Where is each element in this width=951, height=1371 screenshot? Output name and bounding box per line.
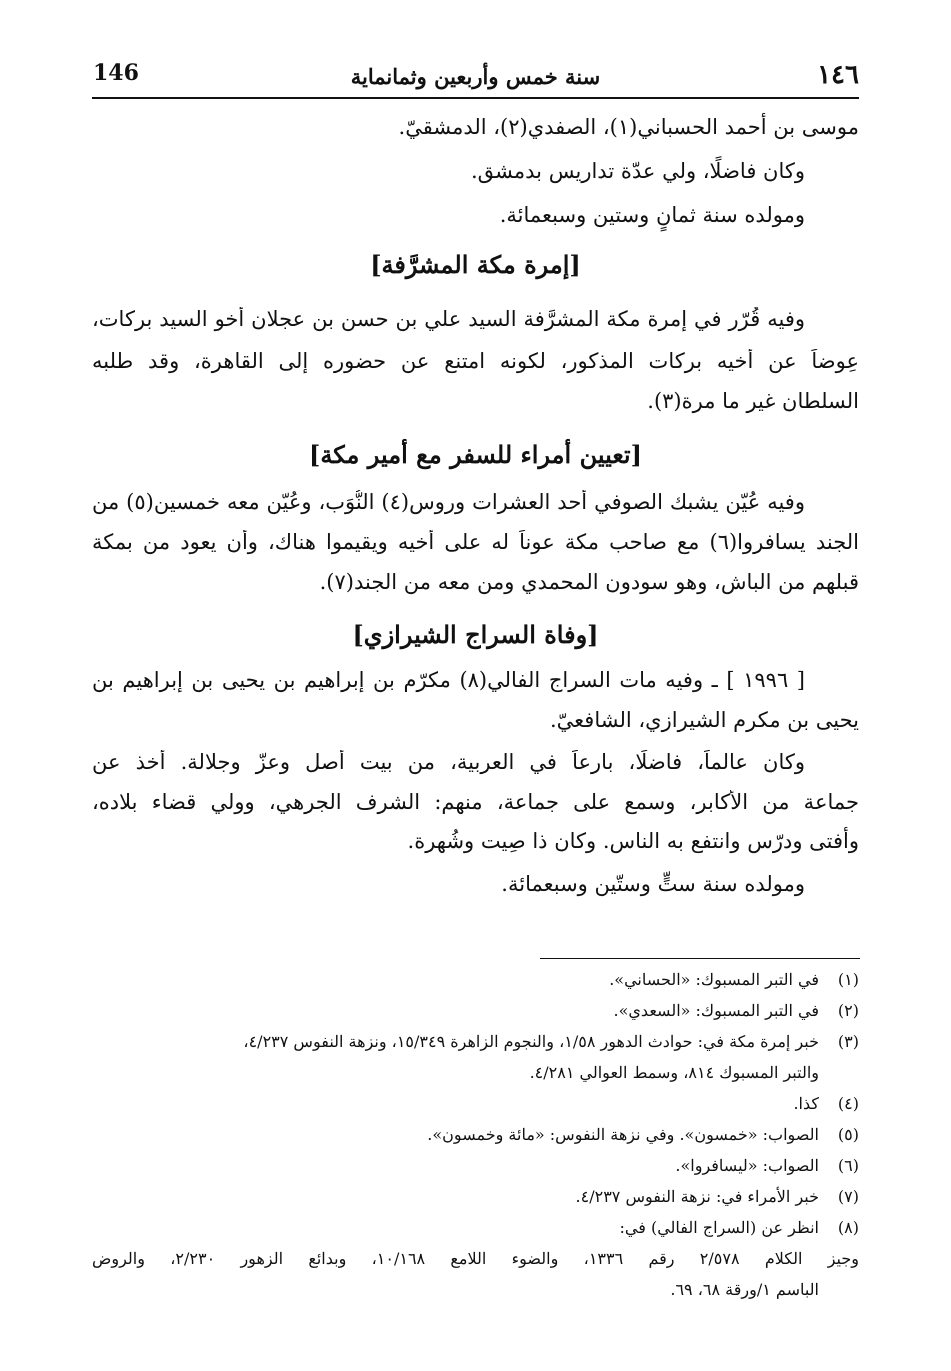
footnote — [576, 1187, 859, 1206]
body-line: قبلهم من الباش، وهو سودون المحمدي ومن معه من الجند(٧). — [319, 570, 859, 594]
section-heading: [تعيين أمراء للسفر مع أمير مكة] — [309, 440, 642, 469]
footnote-text: في التبر المسبوك: «السعدي». — [613, 1001, 819, 1020]
footnote-number: (٥) — [837, 1125, 859, 1144]
footnote — [427, 1125, 859, 1144]
footnote-text: الصواب: «ليسافروا». — [675, 1156, 819, 1175]
body-line: ومولده سنة ستٍّ وستّين وسبعمائة. — [501, 872, 805, 896]
footnote-continuation: وجيز الكلام ٢/٥٧٨ رقم ١٣٣٦، والضوء اللامع ١٠/١٦٨، وبدائع الزهور ٢/٢٣٠، والروض — [92, 1249, 859, 1268]
body-line: وكان عالماً، فاضلًا، بارعاً في العربية، من بيت أصل وعزّ وجلالة. أخذ عن — [92, 750, 805, 774]
footnote-text: خبر إمرة مكة في: حوادث الدهور ١/٥٨، والنجوم الزاهرة ١٥/٣٤٩، ونزهة النفوس ٤/٢٣٧، — [243, 1032, 819, 1051]
footnote-rule — [540, 958, 860, 959]
footnote-text: الصواب: «خمسون». وفي نزهة النفوس: «مائة وخمسون». — [427, 1125, 819, 1144]
footnote-number: (٤) — [837, 1094, 859, 1113]
footnote — [620, 1218, 859, 1237]
footnote — [609, 970, 859, 989]
body-line: السلطان غير ما مرة(٣). — [647, 389, 859, 413]
footnote-number: (٧) — [837, 1187, 859, 1206]
footnote-continuation: الباسم ١/ورقة ٦٨، ٦٩. — [670, 1280, 819, 1299]
footnote-text: خبر الأمراء في: نزهة النفوس ٤/٢٣٧. — [575, 1187, 819, 1206]
footnote — [243, 1032, 859, 1051]
footnote-number: (١) — [837, 970, 859, 989]
body-line: وكان فاضلًا، ولي عدّة تداريس بدمشق. — [470, 159, 805, 183]
running-title: سنة خمس وأربعين وثمانماية — [350, 64, 601, 89]
footnote-text: في التبر المسبوك: «الحساني». — [609, 970, 819, 989]
footnote-text: انظر عن (السراج الفالي) في: — [619, 1218, 819, 1237]
body-line: عِوضاً عن أخيه بركات المذكور، لكونه امتنع عن حضوره إلى القاهرة، وقد طلبه — [92, 349, 859, 373]
footnote-number: (٨) — [837, 1218, 859, 1237]
body-line: وفيه قُرّر في إمرة مكة المشرَّفة السيد علي بن حسن بن عجلان أخو السيد بركات، — [92, 307, 805, 331]
footnote — [614, 1001, 859, 1020]
footnote-continuation: والتبر المسبوك ٨١٤، وسمط العوالي ٤/٢٨١. — [529, 1063, 819, 1082]
body-line: موسى بن أحمد الحسباني(١)، الصفدي(٢)، الدمشقيّ. — [398, 115, 859, 139]
body-line: يحيى بن مكرم الشيرازي، الشافعيّ. — [549, 708, 859, 732]
body-line: وأفتى ودرّس وانتفع به الناس. وكان ذا صِيت وشُهرة. — [407, 829, 859, 853]
body-line: ومولده سنة ثمانٍ وستين وسبعمائة. — [499, 203, 805, 227]
section-heading: [وفاة السراج الشيرازي] — [352, 620, 599, 649]
body-line: [ ١٩٩٦ ] ـ وفيه مات السراج الفالي(٨) مكرّم بن إبراهيم بن يحيى بن إبراهيم بن — [92, 668, 805, 692]
header-rule — [92, 97, 859, 99]
page-number-latin: 146 — [93, 60, 139, 86]
body-line: الجند يسافروا(٦) مع صاحب مكة عوناً له على أخيه ويقيموا هناك، وأن يعود من بمكة — [92, 530, 859, 554]
footnote — [793, 1094, 859, 1113]
body-line: جماعة من الأكابر، وسمع على جماعة، منهم: الشرف الجرهي، وولي قضاء بلاده، — [92, 790, 859, 814]
footnote-text: كذا. — [793, 1094, 819, 1113]
footnote-number: (٦) — [837, 1156, 859, 1175]
body-line: وفيه عُيّن يشبك الصوفي أحد العشرات وروس(٤) النُّوَب، وعُيّن معه خمسين(٥) من — [92, 490, 805, 514]
footnote-number: (٢) — [837, 1001, 859, 1020]
section-heading: [إمرة مكة المشرَّفة] — [370, 250, 581, 279]
footnote-number: (٣) — [837, 1032, 859, 1051]
footnote — [675, 1156, 859, 1175]
page-number-arabic: ١٤٦ — [817, 60, 859, 90]
